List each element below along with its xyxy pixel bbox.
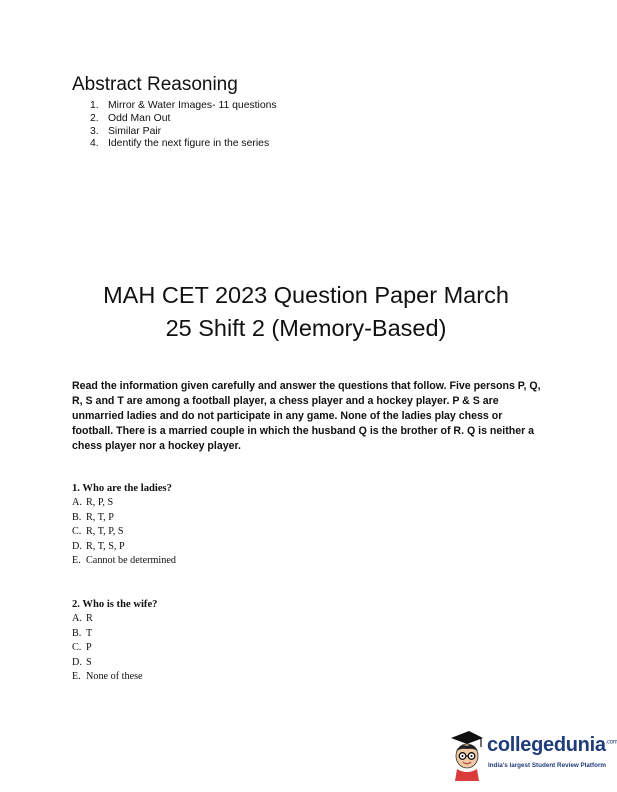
logo-mark: .com xyxy=(605,739,617,746)
option-item xyxy=(72,554,176,569)
paper-title-line-2: 25 Shift 2 (Memory-Based) xyxy=(165,315,447,341)
list-item-number: 2. xyxy=(90,112,99,124)
list-item xyxy=(90,126,277,139)
option-item xyxy=(72,496,176,511)
option-letter: E. xyxy=(72,671,81,682)
option-text: R, T, S, P xyxy=(86,540,125,552)
list-item-text: Similar Pair xyxy=(108,125,162,137)
option-letter: E. xyxy=(72,555,81,566)
list-item-number: 3. xyxy=(90,125,99,137)
reading-passage: Read the information given carefully and answer the questions that follow. Five persons P, Q, R, S and T are among a football player, a chess player and a hockey player. P & S are unmarried ladies and do not participate in any game. None of the ladies play chess or football. There is a married couple in which the husband Q is the brother of R. Q is neither a chess player nor a hockey player. xyxy=(72,380,541,452)
list-item-number: 1. xyxy=(90,100,99,111)
option-text: P xyxy=(86,642,92,653)
list-item-text: Identify the next figure in the series xyxy=(108,138,270,150)
paper-title-line-1: MAH CET 2023 Question Paper March xyxy=(103,282,509,308)
option-text: Cannot be determined xyxy=(86,555,176,566)
option-letter: A. xyxy=(72,613,82,624)
option-text: T xyxy=(86,627,93,639)
logo-name: collegedunia xyxy=(487,734,606,756)
option-letter: D. xyxy=(72,540,82,552)
option-item xyxy=(72,627,157,642)
section-title: Abstract Reasoning xyxy=(72,74,238,95)
collegedunia-logo xyxy=(449,729,617,785)
option-item xyxy=(72,656,157,671)
option-text: R, P, S xyxy=(86,497,114,508)
option-item xyxy=(72,540,176,555)
question-2 xyxy=(72,597,157,685)
option-item xyxy=(72,511,176,526)
option-letter: B. xyxy=(72,627,82,639)
option-text: R, T, P, S xyxy=(86,526,124,537)
list-item-number: 4. xyxy=(90,138,99,150)
option-item xyxy=(72,670,157,685)
list-item xyxy=(90,100,277,113)
option-letter: B. xyxy=(72,511,82,523)
option-letter: C. xyxy=(72,642,82,653)
option-letter: D. xyxy=(72,656,82,668)
option-text: R xyxy=(86,613,93,624)
option-text: R, T, P xyxy=(86,511,114,523)
list-item-text: Odd Man Out xyxy=(108,112,171,124)
option-item xyxy=(72,612,157,627)
question-1 xyxy=(72,481,176,569)
option-text: S xyxy=(86,656,92,668)
paper-title xyxy=(0,279,612,345)
list-item xyxy=(90,113,277,126)
option-letter: A. xyxy=(72,497,82,508)
option-list xyxy=(72,612,157,685)
option-letter: C. xyxy=(72,526,82,537)
mascot-icon xyxy=(449,729,485,781)
logo-wordmark xyxy=(487,734,617,757)
list-item-text: Mirror & Water Images- 11 questions xyxy=(108,100,277,111)
option-text: None of these xyxy=(86,671,143,682)
option-item xyxy=(72,641,157,656)
option-item xyxy=(72,525,176,540)
list-item xyxy=(90,138,277,151)
option-list xyxy=(72,496,176,569)
topic-list xyxy=(90,100,277,151)
logo-tagline: India's largest Student Review Platform xyxy=(488,762,607,769)
question-stem: 1. Who are the ladies? xyxy=(72,483,172,494)
question-stem: 2. Who is the wife? xyxy=(72,599,158,610)
